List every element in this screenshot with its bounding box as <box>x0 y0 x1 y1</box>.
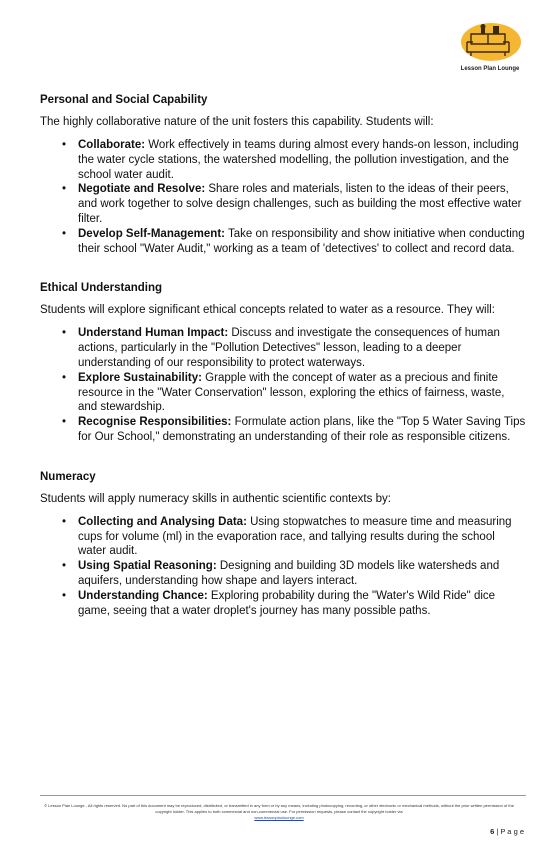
list-item <box>40 182 526 226</box>
list-item <box>40 227 526 257</box>
item-term: Understanding Chance: <box>78 589 208 602</box>
item-text: Discuss and investigate the consequences of human actions, particularly in the "Pollution Detectives" lesson, leading to a deeper understanding of our responsibility to protect waterways. <box>78 327 500 369</box>
item-term: Develop Self-Management: <box>78 227 225 240</box>
item-text: Using stopwatches to measure time and measuring cups for volume (ml) in the evaporation race, and tallying results during the school water audit. <box>78 515 512 558</box>
page-number-value: 6 <box>490 827 495 836</box>
bullet-icon: • <box>62 183 67 196</box>
footer-divider <box>40 795 526 796</box>
section-intro: The highly collaborative nature of the unit fosters this capability. Students will: <box>40 116 434 128</box>
list-item <box>40 326 526 370</box>
list-item <box>40 371 526 415</box>
item-term: Negotiate and Resolve: <box>78 183 206 196</box>
page-number <box>490 827 524 836</box>
item-text: Work effectively in teams during almost every hands-on lesson, including the water cycle stations, the watershed modelling, the pollution investigation, and the school water audit. <box>78 139 519 181</box>
item-text: Designing and building 3D models like watersheds and aquifers, understanding how shape and layers interact. <box>78 560 500 587</box>
bullet-icon: • <box>62 416 67 429</box>
list-item <box>40 138 526 182</box>
website-link[interactable]: www.lessonplanlounge.com <box>254 815 304 820</box>
list-item <box>40 589 526 619</box>
section-title: Personal and Social Capability <box>40 94 208 106</box>
list-item <box>40 559 526 589</box>
section-numeracy <box>40 471 526 619</box>
bullet-icon: • <box>62 589 67 602</box>
item-text: Share roles and materials, listen to the ideas of their peers, and work together to solve design challenges, such as building the most effective water filter. <box>78 183 522 225</box>
item-term: Explore Sustainability: <box>78 371 202 384</box>
item-text: Take on responsibility and show initiative when conducting their school "Water Audit," working as a team of 'detectives' to collect and record data. <box>78 227 525 255</box>
item-text: Grapple with the concept of water as a precious and finite resource in the "Water Conservation" lesson, exploring the ethics of fairness, waste, and stewardship. <box>78 371 505 414</box>
item-term: Understand Human Impact: <box>78 327 229 340</box>
bullet-list <box>40 326 526 444</box>
bullet-icon: • <box>62 227 67 240</box>
item-term: Using Spatial Reasoning: <box>78 560 217 573</box>
brand-name: Lesson Plan Lounge <box>460 66 520 72</box>
section-personal-social <box>40 94 526 256</box>
lesson-plan-lounge-logo <box>457 22 523 66</box>
bullet-icon: • <box>62 560 67 573</box>
bullet-list <box>40 138 526 256</box>
page-label: | P a g e <box>496 827 524 836</box>
item-text: Formulate action plans, like the "Top 5 Water Saving Tips for Our School," demonstrating an understanding of their role as responsible citizens. <box>78 416 526 443</box>
section-intro: Students will explore significant ethical concepts related to water as a resource. They will: <box>40 304 495 317</box>
item-term: Recognise Responsibilities: <box>78 416 232 429</box>
list-item <box>40 515 526 559</box>
bullet-icon: • <box>62 327 67 340</box>
item-term: Collecting and Analysing Data: <box>78 515 247 528</box>
section-title: Ethical Understanding <box>40 282 163 295</box>
bullet-icon: • <box>62 515 67 528</box>
copyright-text: © Lesson Plan Lounge - All rights reserved. No part of this document may be reproduced, distributed, or transmitted in any form or by any means, including photocopying, recording, or other electronic or mechanical methods, without the prior written permission of the copyright holder. This applies to both commercial and non-commercial use. For permission requests, please contact the copyright holder via <box>44 803 514 814</box>
section-intro: Students will apply numeracy skills in authentic scientific contexts by: <box>40 492 391 505</box>
item-text: Exploring probability during the "Water's Wild Ride" dice game, seeing that a water droplet's journey has many possible paths. <box>78 589 496 617</box>
footer-copyright <box>44 803 514 821</box>
section-title: Numeracy <box>40 470 96 483</box>
section-ethical-understanding <box>40 282 526 444</box>
list-item <box>40 415 526 445</box>
item-term: Collaborate: <box>78 139 146 151</box>
bullet-icon: • <box>62 139 67 151</box>
page-content <box>40 94 526 644</box>
bullet-icon: • <box>62 371 67 384</box>
bullet-list <box>40 515 526 619</box>
